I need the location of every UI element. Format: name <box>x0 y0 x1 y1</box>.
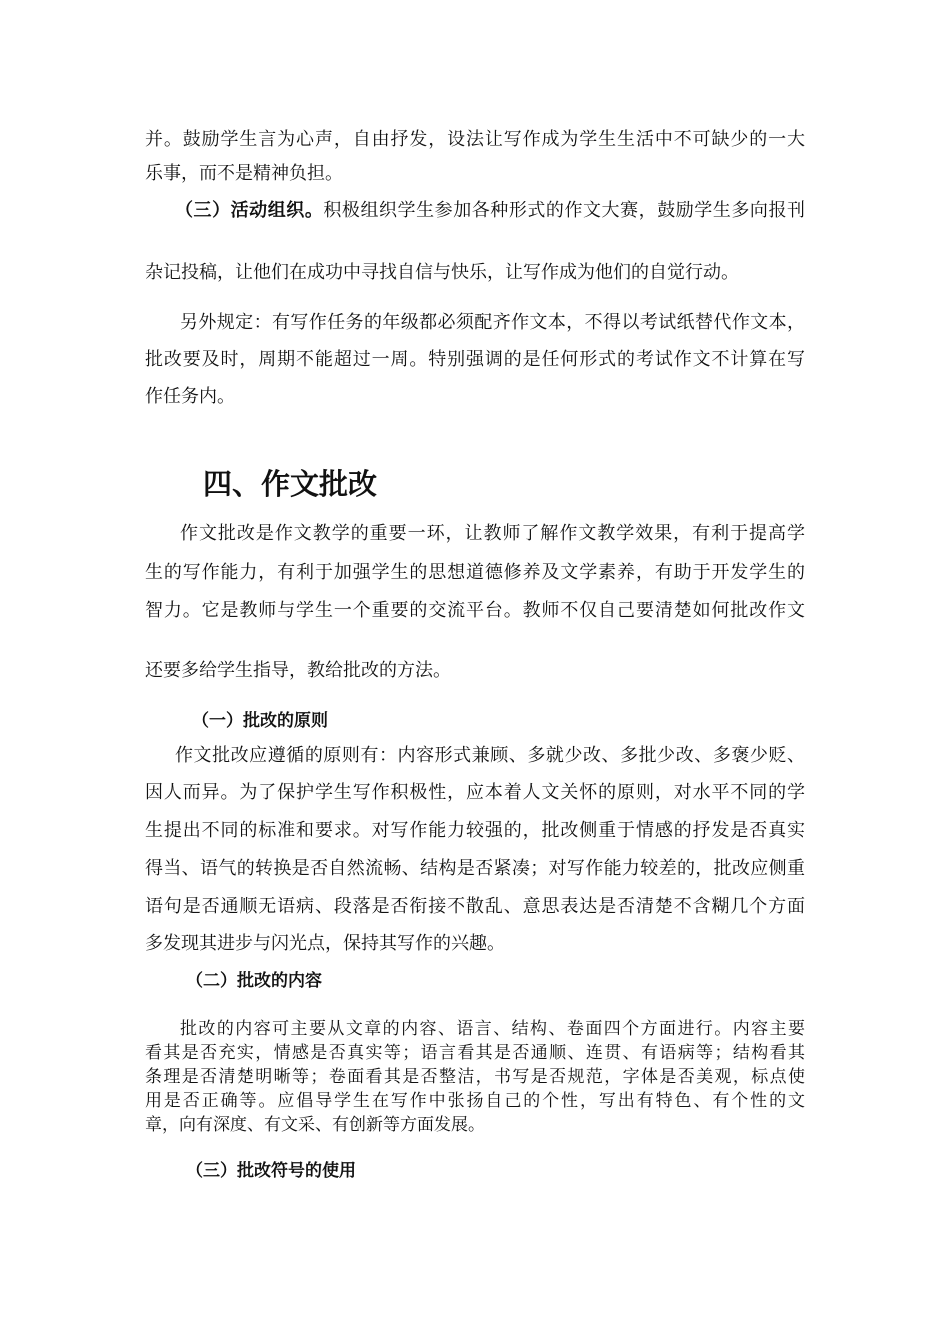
rule-text-2: 批改要及时，周期不能超过一周。特别强调的是任何形式的考试作文不计算在写 <box>145 349 805 370</box>
subsection-1-title: （一）批改的原则 <box>192 711 328 731</box>
activity-label: （三）活动组织。 <box>175 200 324 221</box>
activity-text-1: 积极组织学生参加各种形式的作文大赛，鼓励学生多向报刊 <box>323 200 806 221</box>
sub1-line-4 <box>145 858 805 880</box>
sub1-text-3: 生提出不同的标准和要求。对写作能力较强的，批改侧重于情感的抒发是否真实 <box>145 820 805 841</box>
sub1-line-1 <box>175 745 805 767</box>
intro-line-1 <box>145 129 805 151</box>
sub1-line-2 <box>145 782 805 804</box>
section-p1-text-2: 生的写作能力，有利于加强学生的思想道德修养及文学素养，有助于开发学生的 <box>145 562 805 583</box>
section-p1-line-1 <box>180 523 805 545</box>
sub1-text-4: 得当、语气的转换是否自然流畅、结构是否紧凑；对写作能力较差的，批改应侧重 <box>145 858 805 879</box>
intro-text-1: 并。鼓励学生言为心声，自由抒发，设法让写作成为学生生活中不可缺少的一大 <box>145 129 805 150</box>
rule-line-1 <box>180 312 805 334</box>
section-p1-line-4: 还要多给学生指导，教给批改的方法。 <box>145 660 451 681</box>
intro-line-2: 乐事，而不是精神负担。 <box>145 163 343 184</box>
activity-line-1-wrap <box>175 200 805 222</box>
sub1-line-3 <box>145 820 805 842</box>
subsection-2-title: （二）批改的内容 <box>186 971 322 991</box>
sub2-line-1 <box>180 1018 805 1040</box>
sub1-line-5 <box>145 896 805 918</box>
section-p1-text-1: 作文批改是作文教学的重要一环，让教师了解作文教学效果，有利于提高学 <box>180 523 805 544</box>
sub2-text-3: 条理是否清楚明晰等；卷面看其是否整洁，书写是否规范，字体是否美观，标点使 <box>145 1067 805 1087</box>
sub1-text-2: 因人而异。为了保护学生写作积极性，应本着人文关怀的原则，对水平不同的学 <box>145 782 805 803</box>
sub2-line-2 <box>145 1042 805 1064</box>
sub1-text-1: 作文批改应遵循的原则有：内容形式兼顾、多就少改、多批少改、多褒少贬、 <box>175 745 805 766</box>
sub2-text-4: 用是否正确等。应倡导学生在写作中张扬自己的个性，写出有特色、有个性的文 <box>145 1091 805 1111</box>
subsection-3-title: （三）批改符号的使用 <box>186 1161 356 1181</box>
rule-text-1: 另外规定：有写作任务的年级都必须配齐作文本，不得以考试纸替代作文本， <box>180 312 805 333</box>
activity-line-2: 杂记投稿，让他们在成功中寻找自信与快乐，让写作成为他们的自觉行动。 <box>145 262 739 283</box>
sub2-line-5: 章，向有深度、有文采、有创新等方面发展。 <box>145 1115 485 1135</box>
sub2-text-2: 看其是否充实，情感是否真实等；语言看其是否通顺、连贯、有语病等；结构看其 <box>145 1043 805 1063</box>
sub1-line-6: 多发现其进步与闪光点，保持其写作的兴趣。 <box>145 933 505 954</box>
sub1-text-5: 语句是否通顺无语病、段落是否衔接不散乱、意思表达是否清楚不含糊几个方面 <box>145 896 805 917</box>
section-p1-line-2 <box>145 562 805 584</box>
section-p1-line-3 <box>145 600 805 622</box>
sub2-line-3 <box>145 1066 805 1088</box>
sub2-text-1: 批改的内容可主要从文章的内容、语言、结构、卷面四个方面进行。内容主要 <box>180 1019 805 1039</box>
section-heading: 四、作文批改 <box>203 467 378 501</box>
rule-line-3: 作任务内。 <box>145 386 235 407</box>
section-p1-text-3: 智力。它是教师与学生一个重要的交流平台。教师不仅自己要清楚如何批改作文 <box>145 600 805 621</box>
rule-line-2 <box>145 349 805 371</box>
sub2-line-4 <box>145 1090 805 1112</box>
activity-line-1 <box>175 200 805 222</box>
